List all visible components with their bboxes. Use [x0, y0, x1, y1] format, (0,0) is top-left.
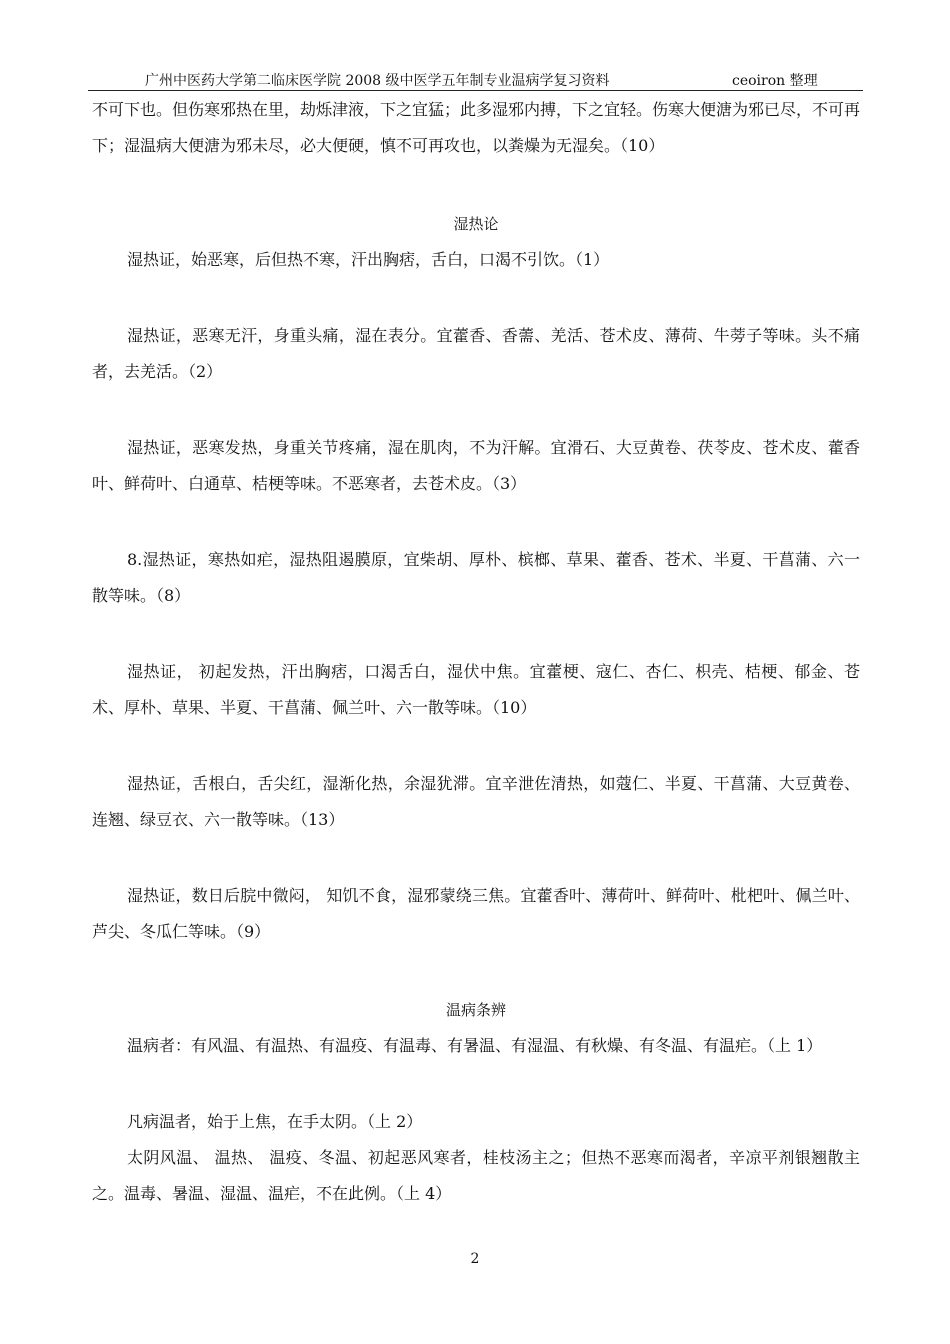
- intro-paragraph: 不可下也。但伤寒邪热在里，劫烁津液，下之宜猛；此多湿邪内搏，下之宜轻。伤寒大便溏为邪已尽，不可再下；湿温病大便溏为邪未尽，必大便硬，慎不可再攻也，以粪燥为无湿矣。（10）: [92, 100, 861, 155]
- page-header: [88, 66, 863, 91]
- page-content: [92, 92, 860, 1212]
- page-number: 2: [470, 1251, 480, 1267]
- paragraph: 湿热证，始恶寒，后但热不寒，汗出胸痞，舌白，口渴不引饮。（1）: [127, 250, 610, 269]
- paragraph: 湿热证，数日后脘中微闷， 知饥不食，湿邪蒙绕三焦。宜藿香叶、薄荷叶、鲜荷叶、枇杷叶、佩兰叶、芦尖、冬瓜仁等味。（9）: [92, 886, 860, 941]
- paragraph: 湿热证，恶寒发热，身重关节疼痛，湿在肌肉，不为汗解。宜滑石、大豆黄卷、茯苓皮、苍术皮、藿香叶、鲜荷叶、白通草、桔梗等味。不恶寒者，去苍术皮。（3）: [92, 438, 860, 493]
- paragraph: 湿热证， 初起发热，汗出胸痞，口渴舌白，湿伏中焦。宜藿梗、寇仁、杏仁、枳壳、桔梗、郁金、苍术、厚朴、草果、半夏、干菖蒲、佩兰叶、六一散等味。（10）: [92, 662, 860, 717]
- paragraph: 湿热证，恶寒无汗，身重头痛，湿在表分。宜藿香、香薷、羌活、苍术皮、薄荷、牛蒡子等味。头不痛者，去羌活。（2）: [92, 326, 860, 381]
- paragraph: 湿热证，舌根白，舌尖红，湿渐化热，余湿犹滞。宜辛泄佐清热，如蔻仁、半夏、干菖蒲、大豆黄卷、连翘、绿豆衣、六一散等味。（13）: [92, 774, 860, 829]
- section-title-shire-lun: 湿热论: [453, 215, 499, 233]
- paragraph: 太阴风温、 温热、 温疫、冬温、初起恶风寒者，桂枝汤主之；但热不恶寒而渴者，辛凉平剂银翘散主之。温毒、暑温、湿温、温疟，不在此例。（上 4）: [92, 1148, 860, 1203]
- paragraph: 8.湿热证，寒热如疟，湿热阻遏膜原，宜柴胡、厚朴、槟榔、草果、藿香、苍术、半夏、干菖蒲、六一散等味。（8）: [92, 550, 860, 605]
- header-author: ceoiron 整理: [732, 73, 818, 89]
- paragraph: 凡病温者，始于上焦，在手太阴。（上 2）: [127, 1112, 423, 1131]
- section-title-wenbing-tiaobian: 温病条辨: [445, 1001, 506, 1019]
- header-title: 广州中医药大学第二临床医学院 2008 级中医学五年制专业温病学复习资料: [145, 73, 610, 89]
- paragraph: 温病者：有风温、有温热、有温疫、有温毒、有暑温、有湿温、有秋燥、有冬温、有温疟。（上 1）: [127, 1036, 823, 1055]
